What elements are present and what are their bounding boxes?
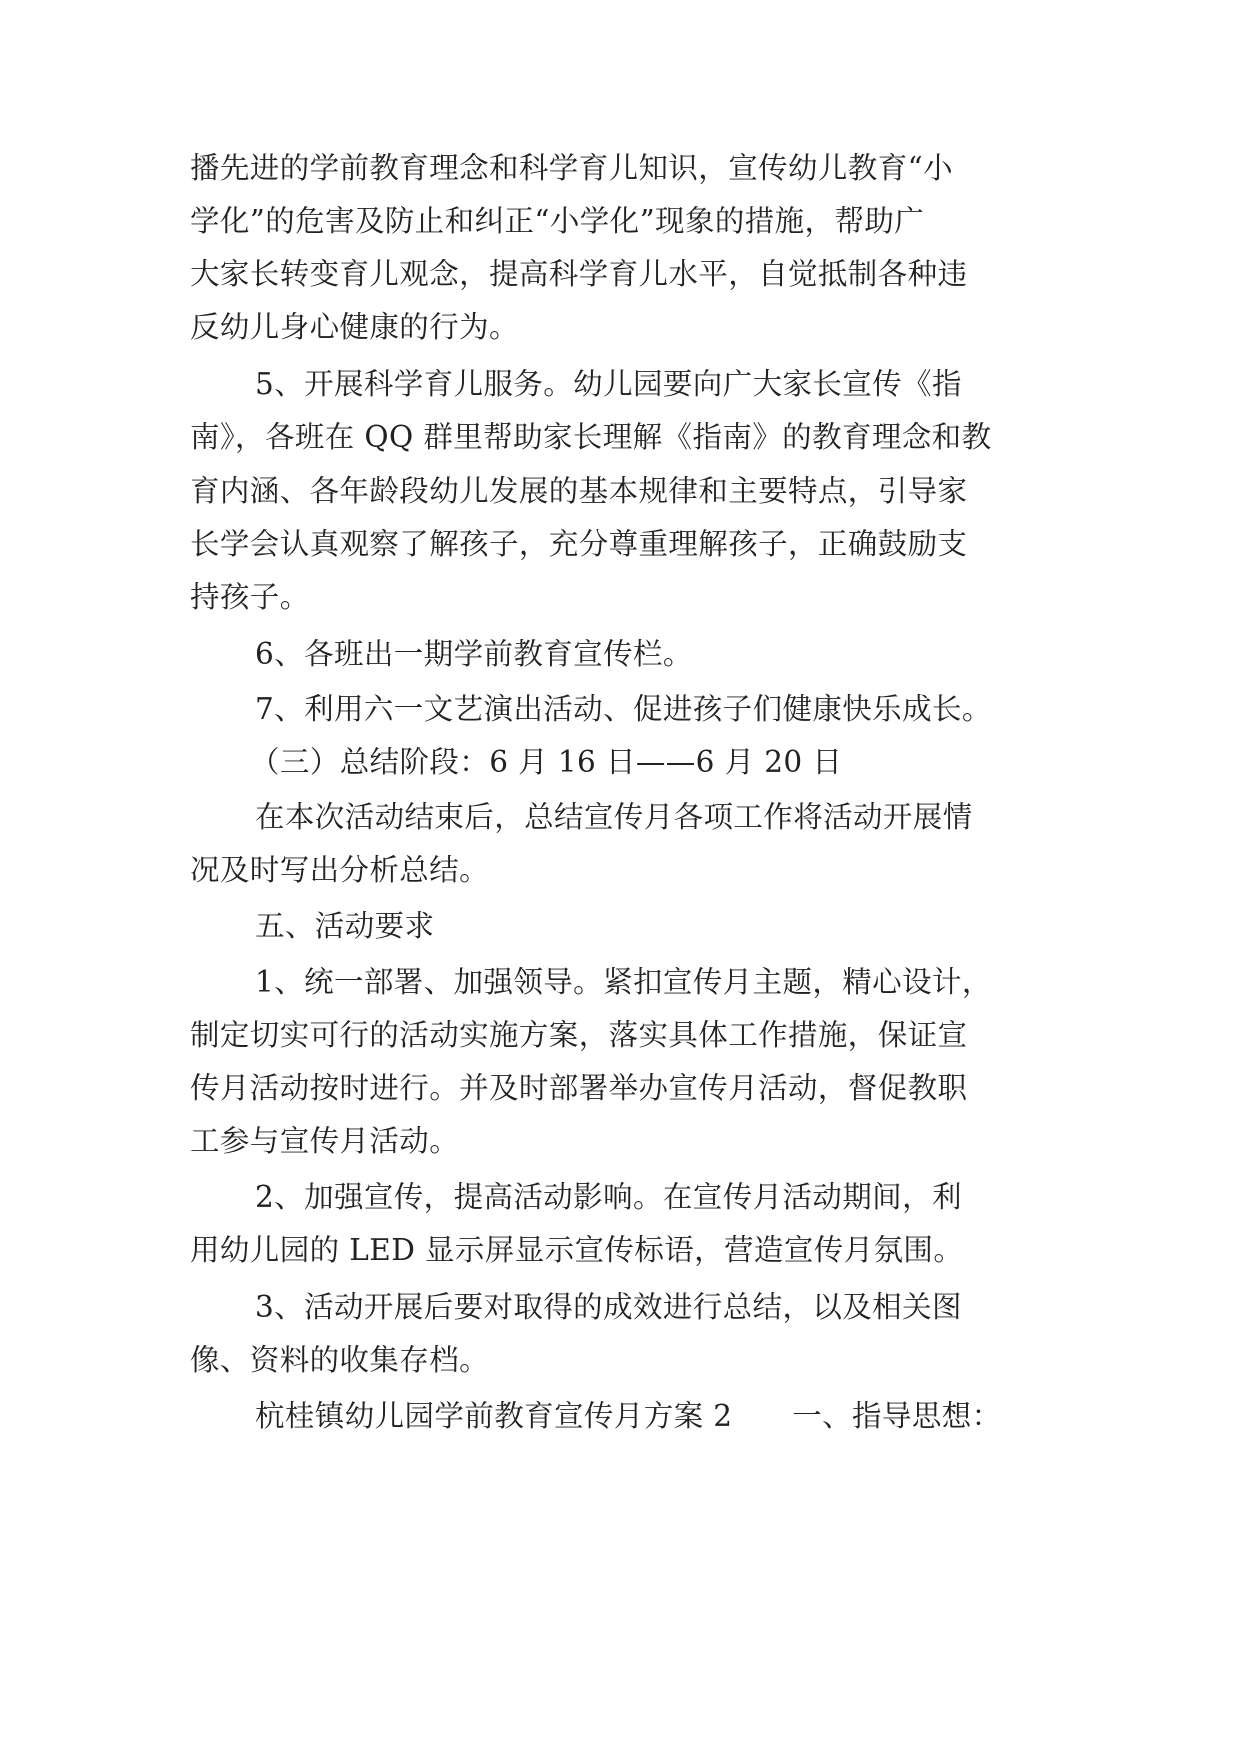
- section-heading: （三）总结阶段：6 月 16 日——6 月 20 日: [250, 745, 843, 779]
- text-line: 反幼儿身心健康的行为。: [190, 310, 519, 344]
- paragraph-start-line: 5、开展科学育儿服务。幼儿园要向广大家长宣传《指: [255, 367, 962, 401]
- paragraph-start-line: 2、加强宣传，提高活动影响。在宣传月活动期间，利: [255, 1180, 962, 1214]
- text-line: 持孩子。: [190, 580, 310, 614]
- text-line: 长学会认真观察了解孩子，充分尊重理解孩子，正确鼓励支: [190, 527, 968, 561]
- text-line: 南》，各班在 QQ 群里帮助家长理解《指南》的教育理念和教: [190, 420, 992, 454]
- text-line: 大家长转变育儿观念，提高科学育儿水平，自觉抵制各种违: [190, 257, 968, 291]
- text-line: 制定切实可行的活动实施方案，落实具体工作措施，保证宣: [190, 1018, 968, 1052]
- text-line: 学化”的危害及防止和纠正“小学化”现象的措施，帮助广: [190, 204, 925, 238]
- text-line: 用幼儿园的 LED 显示屏显示宣传标语，营造宣传月氛围。: [190, 1233, 964, 1267]
- text-line: 像、资料的收集存档。: [190, 1343, 490, 1377]
- text-line: 传月活动按时进行。并及时部署举办宣传月活动，督促教职: [190, 1071, 968, 1105]
- text-line: 播先进的学前教育理念和科学育儿知识，宣传幼儿教育“小: [190, 151, 953, 185]
- text-line: 育内涵、各年龄段幼儿发展的基本规律和主要特点，引导家: [190, 474, 968, 508]
- text-line: 工参与宣传月活动。: [190, 1124, 460, 1158]
- document-title-line: 杭桂镇幼儿园学前教育宣传月方案 2 一、指导思想：: [255, 1399, 1002, 1433]
- paragraph-start-line: 1、统一部署、加强领导。紧扣宣传月主题，精心设计，: [255, 965, 992, 999]
- text-line: 况及时写出分析总结。: [190, 853, 490, 887]
- paragraph-start-line: 7、利用六一文艺演出活动、促进孩子们健康快乐成长。: [255, 692, 992, 726]
- section-heading: 五、活动要求: [255, 909, 435, 943]
- paragraph-start-line: 6、各班出一期学前教育宣传栏。: [255, 637, 693, 671]
- paragraph-start-line: 在本次活动结束后，总结宣传月各项工作将活动开展情: [255, 800, 973, 834]
- paragraph-start-line: 3、活动开展后要对取得的成效进行总结，以及相关图: [255, 1290, 962, 1324]
